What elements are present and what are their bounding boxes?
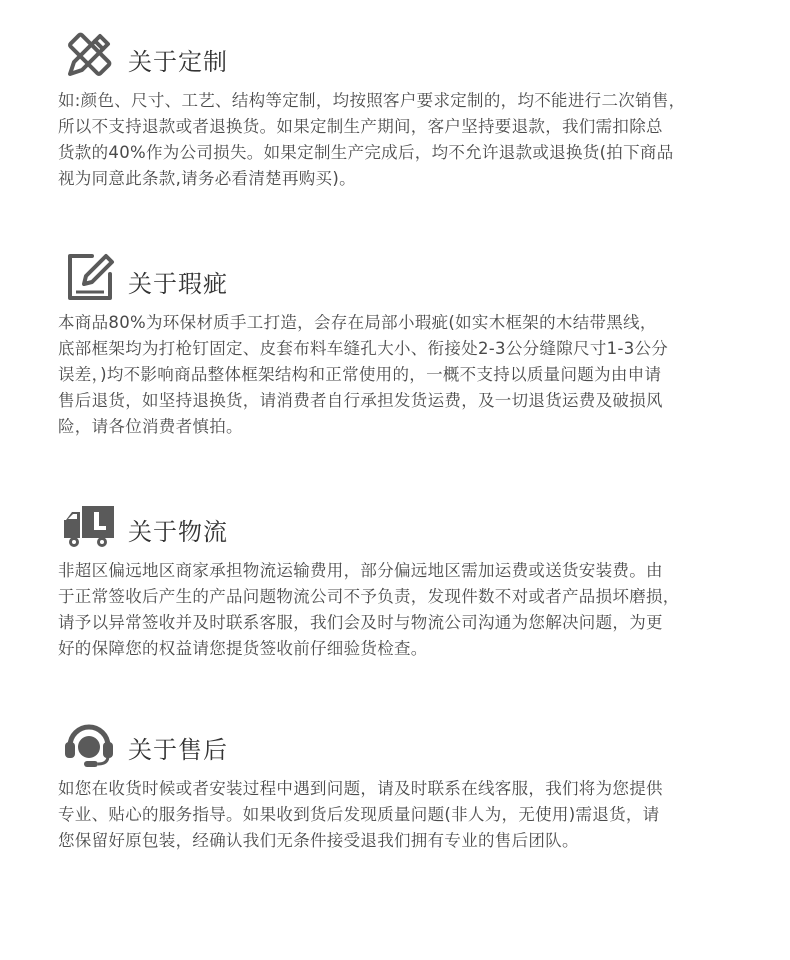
section-title: 关于瑕疵	[128, 270, 228, 298]
text-line: 好的保障您的权益请您提货签收前仔细验货检查。	[58, 639, 428, 658]
section-customization	[0, 28, 790, 192]
text-line: 货款的40%作为公司损失。如果定制生产完成后，均不允许退款或退换货(拍下商品	[58, 143, 674, 162]
text-line: 于正常签收后产生的产品问题物流公司不予负责，发现件数不对或者产品损坏磨损，	[58, 587, 680, 606]
text-line: 专业、贴心的服务指导。如果收到货后发现质量问题(非人为，无使用)需退货，请	[58, 805, 660, 824]
section-title: 关于定制	[128, 48, 228, 76]
headset-icon	[62, 716, 116, 770]
text-line: 非超区偏远地区商家承担物流运输费用，部分偏远地区需加运费或送货安装费。由	[58, 561, 663, 580]
section-logistics	[0, 498, 790, 662]
text-line: 如:颜色、尺寸、工艺、结构等定制，均按照客户要求定制的，均不能进行二次销售，	[58, 91, 686, 110]
text-line: 视为同意此条款,请务必看清楚再购买)。	[58, 169, 356, 188]
truck-icon	[62, 498, 116, 552]
pencil-ruler-icon	[62, 28, 116, 82]
section-after-sales	[0, 716, 790, 854]
text-line: 所以不支持退款或者退换货。如果定制生产期间，客户坚持要退款，我们需扣除总	[58, 117, 663, 136]
text-line: 底部框架均为打枪钉固定、皮套布料车缝孔大小、衔接处2-3公分缝隙尺寸1-3公分	[58, 339, 669, 358]
text-line: 您保留好原包装，经确认我们无条件接受退我们拥有专业的售后团队。	[58, 831, 579, 850]
section-body	[58, 310, 738, 440]
text-line: 本商品80%为环保材质手工打造，会存在局部小瑕疵(如实木框架的木结带黑线，	[58, 313, 657, 332]
text-line: 险，请各位消费者慎拍。	[58, 417, 243, 436]
edit-icon	[62, 250, 116, 304]
section-body	[58, 776, 738, 854]
text-line: 请予以异常签收并及时联系客服，我们会及时与物流公司沟通为您解决问题，为更	[58, 613, 663, 632]
section-body	[58, 558, 738, 662]
text-line: 如您在收货时候或者安装过程中遇到问题，请及时联系在线客服，我们将为您提供	[58, 779, 663, 798]
text-line: 售后退货，如坚持退换货，请消费者自行承担发货运费，及一切退货运费及破损风	[58, 391, 663, 410]
section-title: 关于物流	[128, 518, 228, 546]
text-line: 误差，)均不影响商品整体框架结构和正常使用的，一概不支持以质量问题为由申请	[58, 365, 662, 384]
section-title: 关于售后	[128, 736, 228, 764]
section-body	[58, 88, 738, 192]
section-defects	[0, 250, 790, 440]
